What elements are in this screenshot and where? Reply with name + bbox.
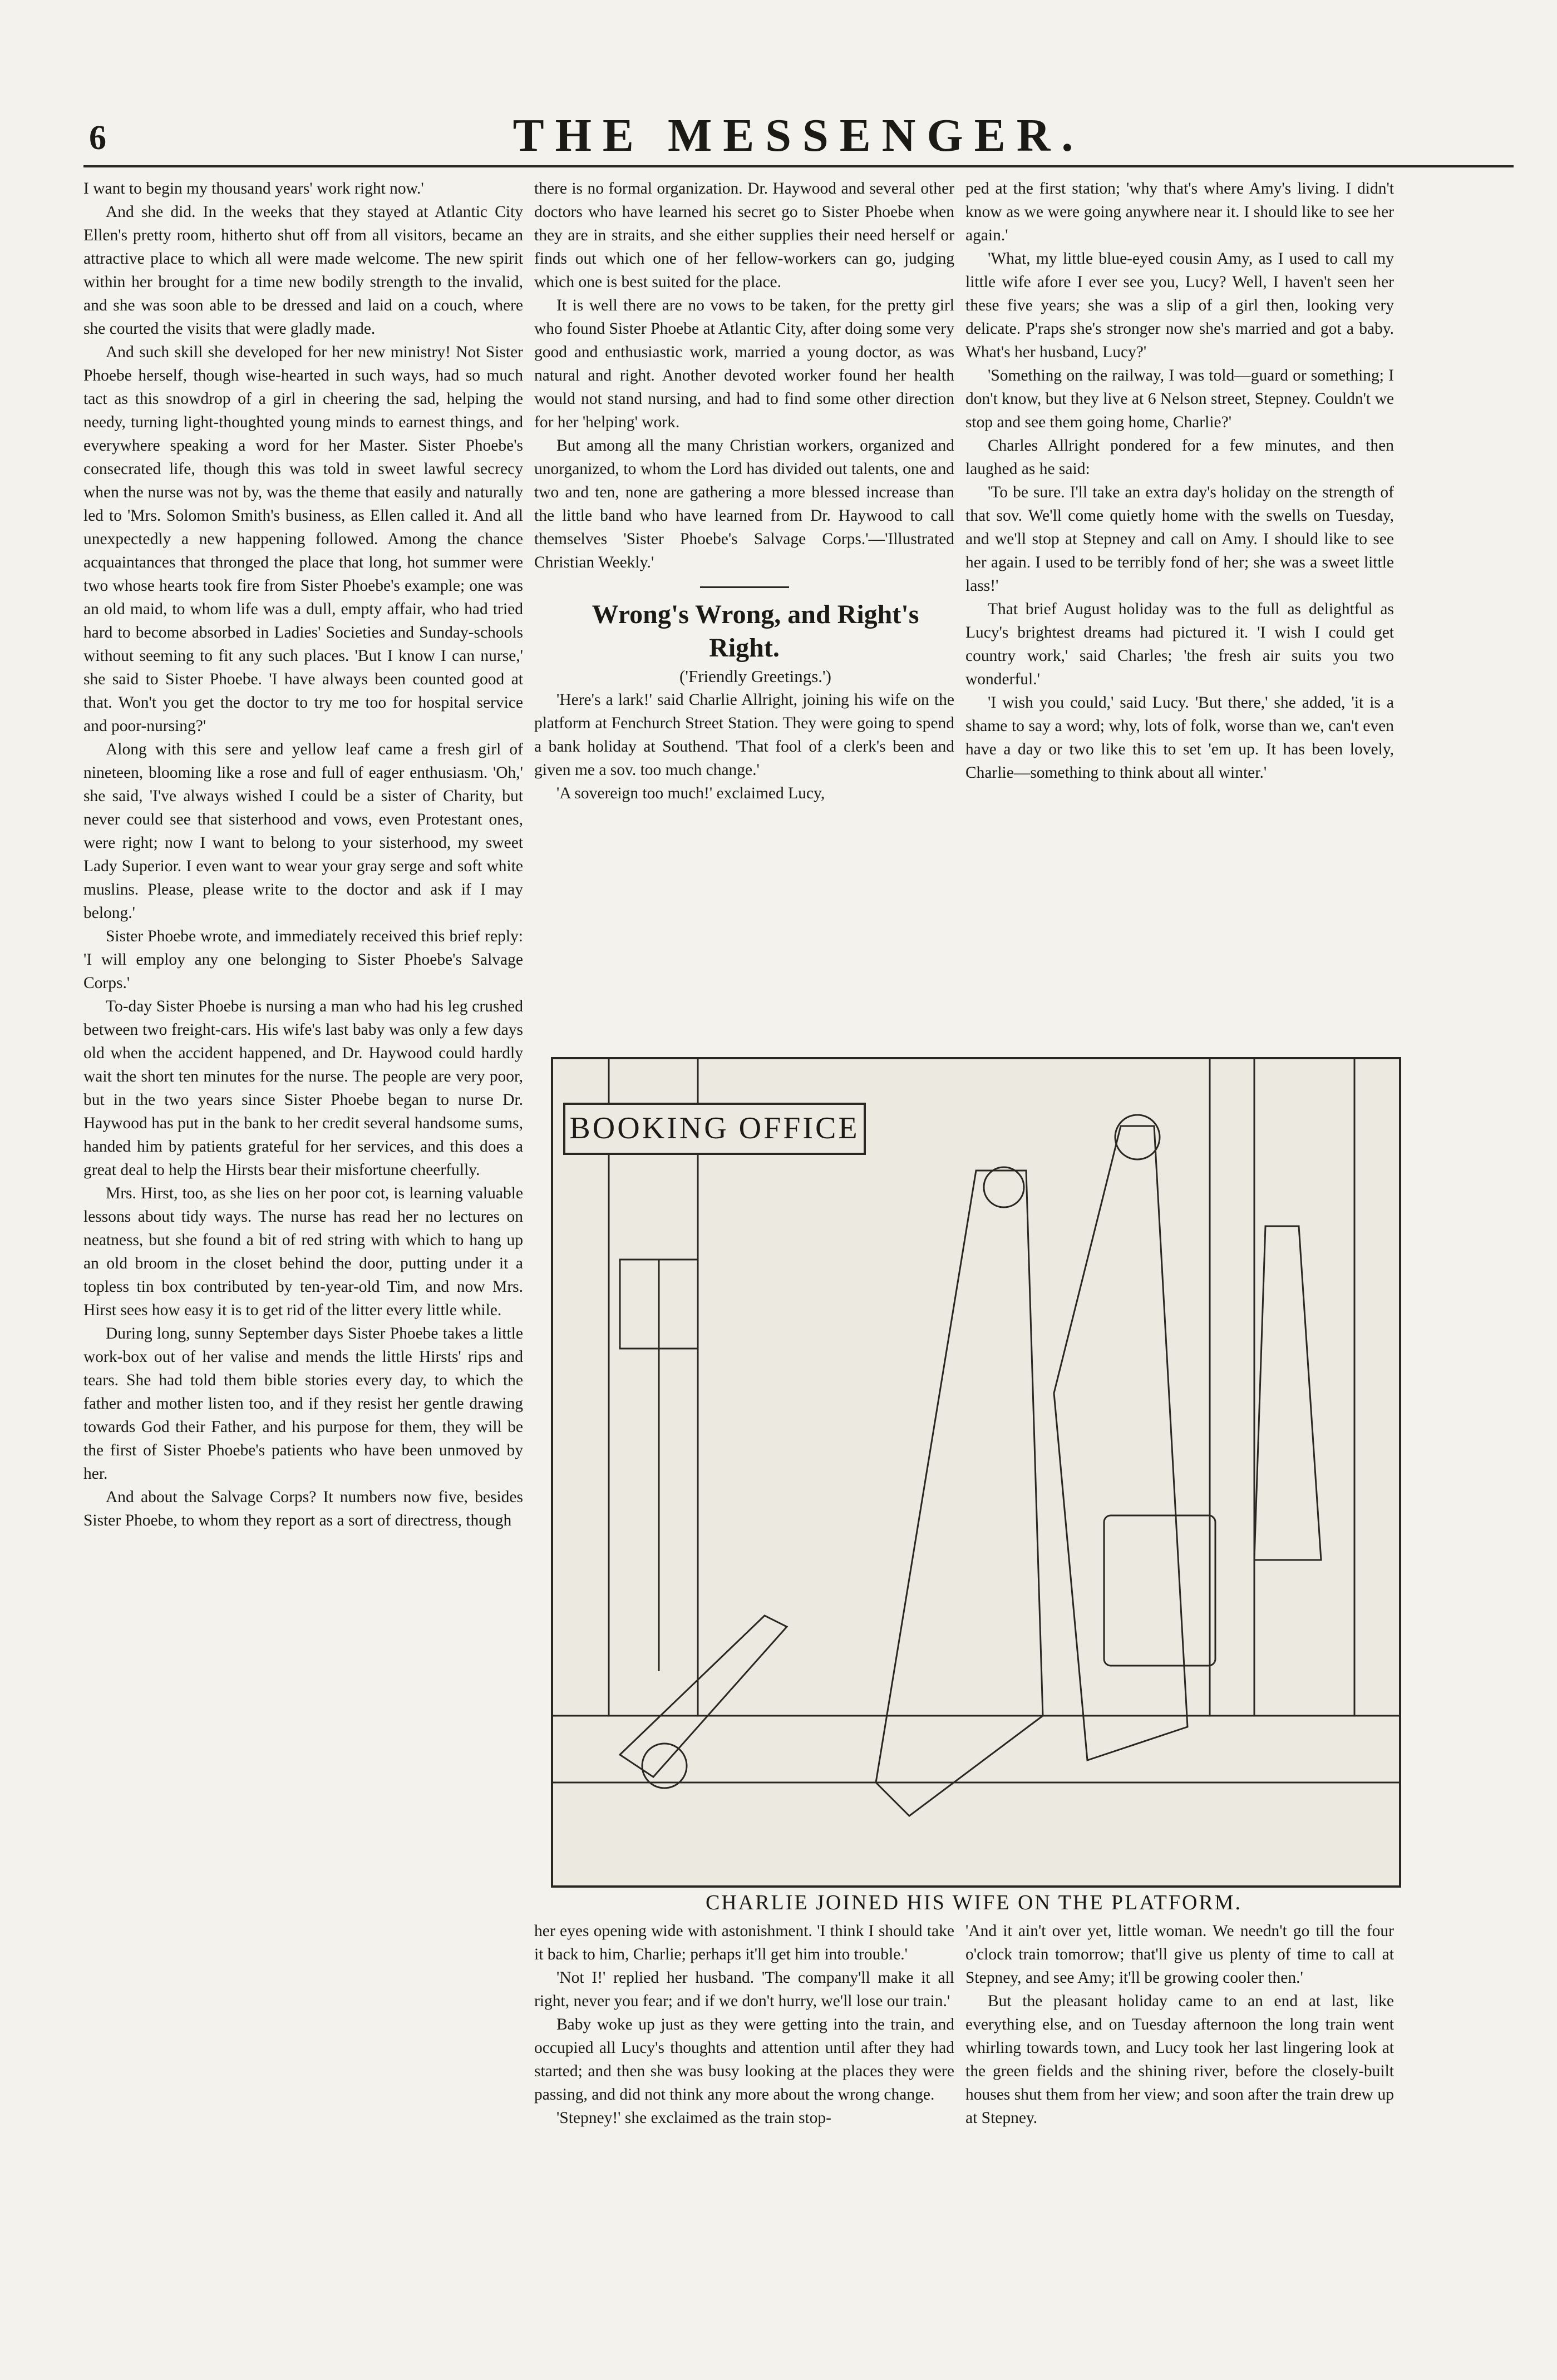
column-1 (83, 177, 523, 2335)
paragraph: 'What, my little blue-eyed cousin Amy, as I used to call my little wife afore I ever see you, Lucy? Well, I haven't seen her these five years; she was a slip of a girl then, looking very delicate. P'raps she's stronger now she's married and got a baby. What's her husband, Lucy?' (965, 250, 1394, 361)
paragraph: Sister Phoebe wrote, and immediately received this brief reply: 'I will employ any one belonging to Sister Phoebe's Salvage Corps.' (83, 927, 523, 992)
paragraph: her eyes opening wide with astonishment. 'I think I should take it back to him, Charlie; perhaps it'll get him into trouble.' (534, 1922, 954, 1963)
paragraph: 'Something on the railway, I was told—guard or something; I don't know, but they live at 6 Nelson street, Stepney. Couldn't we stop and see them going home, Charlie?' (965, 367, 1394, 431)
paragraph: 'To be sure. I'll take an extra day's holiday on the strength of that sov. We'll come quietly home with the swells on Tuesday, and we'll stop at Stepney and call on Amy. I should like to see her again. I used to be terribly fond of her; she was a sweet little lass!' (965, 483, 1394, 595)
paragraph: 'A sovereign too much!' exclaimed Lucy, (556, 784, 825, 802)
booking-office-sign-text: BOOKING OFFICE (569, 1111, 860, 1145)
paragraph: But the pleasant holiday came to an end at last, like everything else, and on Tuesday afternoon the long train went whirling towards town, and Lucy took her last lingering look at the green fields and the shining river, before the closely-built houses shut them from her view; and soon after the train drew up at Stepney. (965, 1992, 1394, 2127)
paragraph: 'Stepney!' she exclaimed as the train stop- (556, 2109, 831, 2127)
paragraph: During long, sunny September days Sister Phoebe takes a little work-box out of her valise and mends the little Hirsts' rips and tears. She had told them bible stories every day, to which the father and mother listen too, and if they resist her gentle drawing towards God their Father, and his purpose for them, they will be the first of Sister Phoebe's patients who have been unmoved by her. (83, 1325, 523, 1483)
paragraph: 'I wish you could,' said Lucy. 'But there,' she added, 'it is a shame to say a word; why, lots of folk, worse than we, can't even have a day or two like this to set 'em up. It has been lovely, Charlie—something to think about all winter.' (965, 694, 1394, 782)
paragraph: 'Here's a lark!' said Charlie Allright, joining his wife on the platform at Fenchurch Street Station. They were going to spend a bank holiday at Southend. 'That fool of a clerk's been and given me a sov. too much change.' (534, 691, 954, 779)
column-2-bottom (534, 1919, 954, 2353)
column-2-top (534, 177, 954, 1045)
paragraph: And such skill she developed for her new ministry! Not Sister Phoebe herself, though wise-hearted in such ways, had so much tact as this snowdrop of a girl in cheering the sad, helping the needy, turning light-thoughted young minds to earnest things, and everywhere speaking a word for her Master. Sister Phoebe's consecrated life, though this was told in sweet lawful secrecy when the nurse was not by, was the theme that easily and naturally led to 'Mrs. Solomon Smith's business, as Ellen called it. And all unexpectedly a new happening followed. Among the chance acquaintances that thronged the place that long, hot summer were two whose hearts took fire from Sister Phoebe's example; one was an old maid, to whom life was a dull, empty affair, who had tried hard to become absorbed in Ladies' Societies and Sunday-schools without seeming to fit any such places. 'But I know I can nurse,' she said to Sister Phoebe. 'I have always been counted good at that. Won't you get the doctor to try me too for hospital service and poor-nursing?' (83, 343, 523, 735)
paragraph: Charles Allright pondered for a few minutes, and then laughed as he said: (965, 437, 1394, 478)
paragraph: And she did. In the weeks that they stayed at Atlantic City Ellen's pretty room, hitherto shut off from all visitors, became an attractive place to which all were made welcome. The new spirit within her brought for a time new bodily strength to the invalid, and she was soon able to be dressed and laid on a couch, where she courted the visits that were gladly made. (83, 203, 523, 338)
section-divider (700, 586, 789, 588)
paragraph: It is well there are no vows to be taken, for the pretty girl who found Sister Phoebe at Atlantic City, after doing some very good and enthusiastic work, married a young doctor, as was natural and right. Another devoted worker found her health would not stand nursing, and had to find some other direction for her 'helping' work. (534, 297, 954, 431)
paragraph: 'And it ain't over yet, little woman. We needn't go till the four o'clock train tomorrow; that'll give us plenty of time to call at Stepney, and see Amy; it'll be growing cooler then.' (965, 1922, 1394, 1987)
column-3-bottom (965, 1919, 1394, 2353)
newspaper-title: THE MESSENGER. (513, 110, 1085, 161)
paragraph: To-day Sister Phoebe is nursing a man who had his leg crushed between two freight-cars. His wife's last baby was only a few days old when the accident happened, and Dr. Haywood could hardly wait the short ten minutes for the nurse. The people are very poor, but in the two years since Sister Phoebe began to nurse Dr. Haywood has put in the bank to her credit several handsome sums, handed him by patients grateful for her services, and this does a great deal to help the Hirsts bear their misfortune cheerfully. (83, 998, 523, 1179)
paragraph: Baby woke up just as they were getting into the train, and occupied all Lucy's thoughts and attention until after they had started; and then she was busy looking at the places they were passing, and did not think any more about the wrong change. (534, 2016, 954, 2104)
masthead-rule (83, 165, 1514, 167)
paragraph: And about the Salvage Corps? It numbers now five, besides Sister Phoebe, to whom they report as a sort of directress, though (83, 1488, 523, 1529)
illustration-drawing (553, 1059, 1399, 1885)
paragraph: 'Not I!' replied her husband. 'The company'll make it all right, never you fear; and if we don't hurry, we'll lose our train.' (534, 1969, 954, 2010)
page-number: 6 (89, 119, 106, 157)
column-3-top (965, 177, 1394, 1045)
story-headline: Wrong's Wrong, and Right's Right. (592, 600, 919, 663)
paragraph: But among all the many Christian workers, organized and unorganized, to whom the Lord has divided out talents, one and two and ten, none are gathering a more blessed increase than the little band who have learned from Dr. Haywood to call themselves 'Sister Phoebe's Salvage Corps.'—'Illustrated Christian Weekly.' (534, 437, 954, 571)
paragraph: there is no formal organization. Dr. Haywood and several other doctors who have learned his secret go to Sister Phoebe when they are in straits, and she either supplies their need herself or finds out which one of her fellow-workers can go, judging which one is best suited for the place. (534, 180, 954, 291)
story-source: ('Friendly Greetings.') (679, 666, 831, 686)
illustration-caption: CHARLIE JOINED HIS WIFE ON THE PLATFORM. (705, 1891, 1243, 1914)
paragraph: I want to begin my thousand years' work right now.' (83, 180, 424, 197)
masthead (83, 108, 1514, 170)
paragraph: ped at the first station; 'why that's where Amy's living. I didn't know as we were going anywhere near it. I should like to see her again.' (965, 180, 1394, 244)
paragraph: Along with this sere and yellow leaf came a fresh girl of nineteen, blooming like a rose and full of eager enthusiasm. 'Oh,' she said, 'I've always wished I could be a sister of Charity, but never could see that sisterhood and vows, even Protestant ones, were right; now I want to belong to your sisterhood, my sweet Lady Superior. I even want to wear your gray serge and soft white muslins. Please, please write to the doctor and ask if I may belong.' (83, 740, 523, 922)
paragraph: Mrs. Hirst, too, as she lies on her poor cot, is learning valuable lessons about tidy ways. The nurse has read her no lectures on neatness, but she found a bit of red string with which to hang up an old broom in the closet behind the door, putting under it a topless tin box contributed by ten-year-old Tim, and now Mrs. Hirst sees how easy it is to get rid of the litter every little while. (83, 1184, 523, 1319)
paragraph: That brief August holiday was to the full as delightful as Lucy's brightest dreams had pictured it. 'I wish I could get country work,' said Charles; 'the fresh air suits you two wonderful.' (965, 600, 1394, 688)
station-illustration (551, 1057, 1401, 1888)
